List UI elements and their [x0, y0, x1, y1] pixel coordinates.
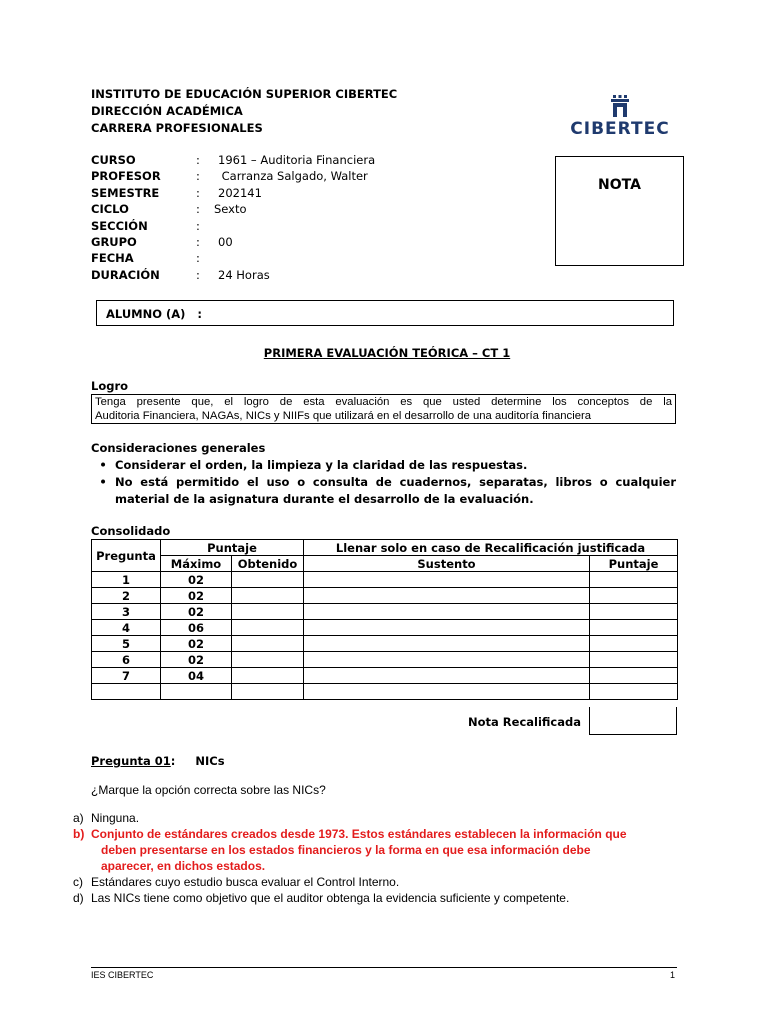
- question-topic: NICs: [195, 754, 225, 768]
- cell-maximo: 02: [161, 604, 232, 620]
- footer-institution: IES CIBERTEC: [91, 970, 154, 980]
- option-d[interactable]: [73, 890, 683, 906]
- option-text-block: [91, 826, 683, 874]
- answer-options: [73, 810, 683, 906]
- table-row: [92, 668, 678, 684]
- considerations-label: Consideraciones generales: [91, 441, 266, 455]
- table-row: [92, 572, 678, 588]
- cell-puntaje[interactable]: [590, 668, 678, 684]
- info-colon: :: [196, 202, 200, 217]
- considerations-list: [91, 457, 676, 508]
- bullet-icon: •: [99, 458, 107, 472]
- info-key: FECHA: [91, 251, 134, 266]
- student-name-field[interactable]: [96, 300, 674, 326]
- info-colon: :: [196, 234, 200, 249]
- header-career: CARRERA PROFESIONALES: [91, 121, 263, 135]
- cibertec-logo: [570, 93, 670, 141]
- list-item-text: No está permitido el uso o consulta de cuadernos, separatas, libros o cualquier material de la asignatura durante el desarrollo de la evaluación.: [115, 475, 676, 506]
- info-colon: :: [196, 153, 200, 167]
- header-maximo: Máximo: [161, 556, 232, 572]
- table-row: [92, 684, 678, 700]
- info-row: [91, 267, 375, 283]
- question-number: [91, 754, 171, 768]
- cell-obtenido[interactable]: [232, 636, 304, 652]
- logro-box: [91, 394, 676, 424]
- info-row: [91, 234, 375, 250]
- cell-sustento[interactable]: [304, 684, 590, 700]
- cell-pregunta: 1: [92, 572, 161, 588]
- cell-sustento[interactable]: [304, 652, 590, 668]
- option-letter: d): [73, 891, 84, 905]
- option-text: Estándares cuyo estudio busca evaluar el Control Interno.: [91, 875, 400, 889]
- cell-pregunta: 6: [92, 652, 161, 668]
- logo-wordmark: CIBERTEC: [570, 119, 670, 139]
- cell-maximo: 02: [161, 588, 232, 604]
- list-item: [91, 474, 676, 508]
- option-text: Conjunto de estándares creados desde 1973. Estos estándares establecen la información que: [91, 827, 627, 841]
- cell-maximo: 06: [161, 620, 232, 636]
- option-letter: b): [73, 827, 85, 841]
- course-info: [91, 152, 375, 283]
- table-row: [92, 588, 678, 604]
- castle-tower-icon: [570, 93, 670, 119]
- exam-title: PRIMERA EVALUACIÓN TEÓRICA – CT 1: [263, 346, 511, 360]
- cell-puntaje[interactable]: [590, 572, 678, 588]
- info-colon: :: [196, 267, 200, 282]
- option-text: Ninguna.: [91, 811, 140, 825]
- header-puntaje: Puntaje: [161, 540, 304, 556]
- cell-puntaje[interactable]: [590, 636, 678, 652]
- option-text-cont: aparecer, en dichos estados.: [101, 859, 266, 873]
- cell-puntaje[interactable]: [590, 620, 678, 636]
- header-pregunta: Pregunta: [92, 540, 161, 572]
- consolidado-label: Consolidado: [91, 524, 171, 538]
- logro-label: Logro: [91, 379, 129, 393]
- info-value: Carranza Salgado, Walter: [218, 169, 368, 184]
- option-letter: c): [73, 875, 83, 889]
- info-key: CURSO: [91, 153, 136, 167]
- footer-divider: [91, 967, 677, 968]
- consolidado-table: [91, 539, 678, 700]
- cell-puntaje[interactable]: [590, 588, 678, 604]
- question-number-text: Pregunta 01: [91, 754, 171, 768]
- table-row: [92, 620, 678, 636]
- nota-recalificada-label: Nota Recalificada: [468, 715, 581, 729]
- option-a[interactable]: [73, 810, 683, 826]
- cell-sustento[interactable]: [304, 620, 590, 636]
- info-value: 24 Horas: [218, 267, 270, 282]
- option-letter: a): [73, 811, 84, 825]
- nota-recalificada-field[interactable]: [589, 707, 677, 735]
- cell-obtenido[interactable]: [232, 668, 304, 684]
- page-number: 1: [670, 970, 676, 980]
- option-text: Las NICs tiene como objetivo que el auditor obtenga la evidencia suficiente y competente.: [91, 891, 570, 905]
- list-item-text: Considerar el orden, la limpieza y la claridad de las respuestas.: [115, 458, 528, 472]
- info-key: DURACIÓN: [91, 267, 160, 282]
- info-key: GRUPO: [91, 234, 137, 249]
- header-recalificacion: Llenar solo en caso de Recalificación justificada: [304, 540, 678, 556]
- info-row: [91, 201, 375, 217]
- cell-sustento[interactable]: [304, 572, 590, 588]
- info-row: [91, 250, 375, 266]
- cell-puntaje[interactable]: [590, 684, 678, 700]
- list-item: [91, 457, 676, 474]
- cell-obtenido[interactable]: [232, 588, 304, 604]
- grade-box: [555, 156, 684, 266]
- cell-maximo: [161, 684, 232, 700]
- cell-maximo: 02: [161, 572, 232, 588]
- info-value: 1961 – Auditoria Financiera: [218, 153, 376, 167]
- info-key: SEMESTRE: [91, 185, 160, 200]
- cell-maximo: 04: [161, 668, 232, 684]
- info-row: [91, 152, 375, 168]
- cell-pregunta: 2: [92, 588, 161, 604]
- header-institution: INSTITUTO DE EDUCACIÓN SUPERIOR CIBERTEC: [91, 87, 398, 101]
- cell-obtenido[interactable]: [232, 684, 304, 700]
- cell-sustento[interactable]: [304, 604, 590, 620]
- cell-obtenido[interactable]: [232, 572, 304, 588]
- info-colon: :: [196, 169, 200, 184]
- header-puntaje-recal: Puntaje: [590, 556, 678, 572]
- logro-line: Tenga presente que, el logro de esta evaluación es que usted determine los conceptos de la: [95, 396, 672, 408]
- table-row: [92, 652, 678, 668]
- cell-obtenido[interactable]: [232, 604, 304, 620]
- bullet-icon: •: [99, 475, 107, 489]
- info-row: [91, 168, 375, 184]
- info-value: 202141: [218, 185, 262, 200]
- info-row: [91, 185, 375, 201]
- cell-sustento[interactable]: [304, 668, 590, 684]
- cell-sustento[interactable]: [304, 636, 590, 652]
- question-colon: :: [170, 754, 176, 768]
- option-text-cont: deben presentarse en los estados financieros y la forma en que esa información debe: [101, 843, 591, 857]
- cell-pregunta: 4: [92, 620, 161, 636]
- grade-label: NOTA: [598, 177, 641, 193]
- cell-pregunta: 3: [92, 604, 161, 620]
- cell-pregunta: 5: [92, 636, 161, 652]
- cell-maximo: 02: [161, 636, 232, 652]
- cell-pregunta: [92, 684, 161, 700]
- question-text: ¿Marque la opción correcta sobre las NICs?: [91, 783, 326, 797]
- cell-puntaje[interactable]: [590, 604, 678, 620]
- table-subheader-row: [92, 556, 678, 572]
- info-row: [91, 218, 375, 234]
- info-colon: :: [196, 251, 200, 266]
- cell-sustento[interactable]: [304, 588, 590, 604]
- option-c[interactable]: [73, 874, 683, 890]
- question-heading: [91, 754, 225, 768]
- cell-pregunta: 7: [92, 668, 161, 684]
- student-label: ALUMNO (A) :: [106, 307, 203, 321]
- info-colon: :: [196, 218, 200, 233]
- info-value: Sexto: [214, 202, 247, 217]
- cell-maximo: 02: [161, 652, 232, 668]
- option-b[interactable]: [73, 826, 683, 874]
- logro-line: Auditoria Financiera, NAGAs, NICs y NIIFs que utilizará en el desarrollo de una auditoría financiera: [95, 410, 592, 422]
- info-key: CICLO: [91, 202, 129, 217]
- cell-obtenido[interactable]: [232, 652, 304, 668]
- info-key: PROFESOR: [91, 169, 161, 184]
- cell-obtenido[interactable]: [232, 620, 304, 636]
- table-row: [92, 604, 678, 620]
- info-colon: :: [196, 185, 200, 200]
- header-sustento: Sustento: [304, 556, 590, 572]
- table-header-row: [92, 540, 678, 556]
- cell-puntaje[interactable]: [590, 652, 678, 668]
- table-row: [92, 636, 678, 652]
- header-direction: DIRECCIÓN ACADÉMICA: [91, 104, 243, 118]
- info-value: 00: [218, 234, 233, 249]
- info-key: SECCIÓN: [91, 218, 148, 233]
- institution-header: [91, 86, 397, 137]
- header-obtenido: Obtenido: [232, 556, 304, 572]
